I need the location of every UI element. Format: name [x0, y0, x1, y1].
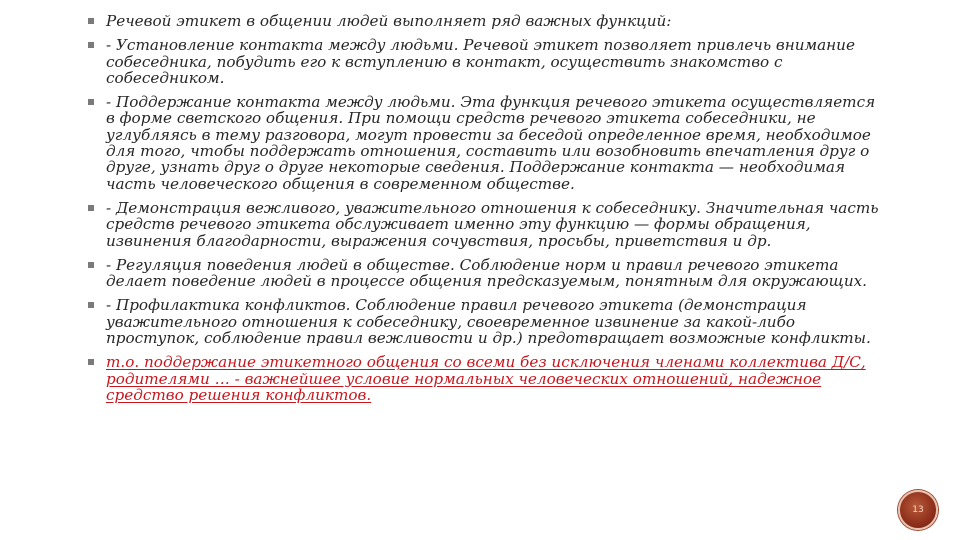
- square-bullet-icon: [88, 262, 94, 268]
- item-text: Речевой этикет в общении людей выполняет ряд важных функций:: [106, 12, 672, 30]
- bullet-list: [88, 13, 888, 411]
- item-text: - Регуляция поведения людей в обществе. Соблюдение норм и правил речевого этикета делает поведение людей в процессе общения предсказуемым, понятным для окружающих.: [106, 255, 867, 291]
- conclusion-text: т.о. поддержание этикетного общения со всеми без исключения членами коллектива Д/С, родителями … - важнейшее условие нормальных человеческих отношений, надежное средство решения конфликтов.: [106, 353, 866, 404]
- page-number-badge: [898, 490, 938, 530]
- square-bullet-icon: [88, 359, 94, 365]
- item-text: - Профилактика конфликтов. Соблюдение правил речевого этикета (демонстрация уважительного отношения к собеседнику, своевременное извинение за какой-либо проступок, соблюдение правил вежливости и др.) предотвращает возможные конфликты.: [106, 296, 871, 348]
- page-number: 13: [912, 505, 924, 515]
- list-item: [88, 297, 888, 346]
- list-item: [88, 257, 888, 290]
- list-item-conclusion: [88, 354, 888, 403]
- list-item: [88, 13, 888, 29]
- item-text: - Демонстрация вежливого, уважительного отношения к собеседнику. Значительная часть средств речевого этикета обслуживает именно эту функцию — формы обращения, извинения благодарности, выражения сочувствия, просьбы, приветствия и др.: [106, 198, 879, 250]
- list-item: [88, 94, 888, 192]
- item-text: - Поддержание контакта между людьми. Эта функция речевого этикета осуществляется в форме светского общения. При помощи средств речевого этикета собеседники, не углубляясь в тему разговора, могут провести за беседой определенное время, необходимое для того, чтобы поддержать отношения, составить или возобновить впечатления друг о друге, узнать друг о друге некоторые сведения. Поддержание контакта — необходимая часть человеческого общения в современном обществе.: [106, 93, 876, 193]
- square-bullet-icon: [88, 99, 94, 105]
- list-item: [88, 37, 888, 86]
- list-item: [88, 200, 888, 249]
- square-bullet-icon: [88, 205, 94, 211]
- square-bullet-icon: [88, 42, 94, 48]
- square-bullet-icon: [88, 302, 94, 308]
- square-bullet-icon: [88, 18, 94, 24]
- item-text: - Установление контакта между людьми. Речевой этикет позволяет привлечь внимание собеседника, побудить его к вступлению в контакт, осуществить знакомство с собеседником.: [106, 36, 855, 87]
